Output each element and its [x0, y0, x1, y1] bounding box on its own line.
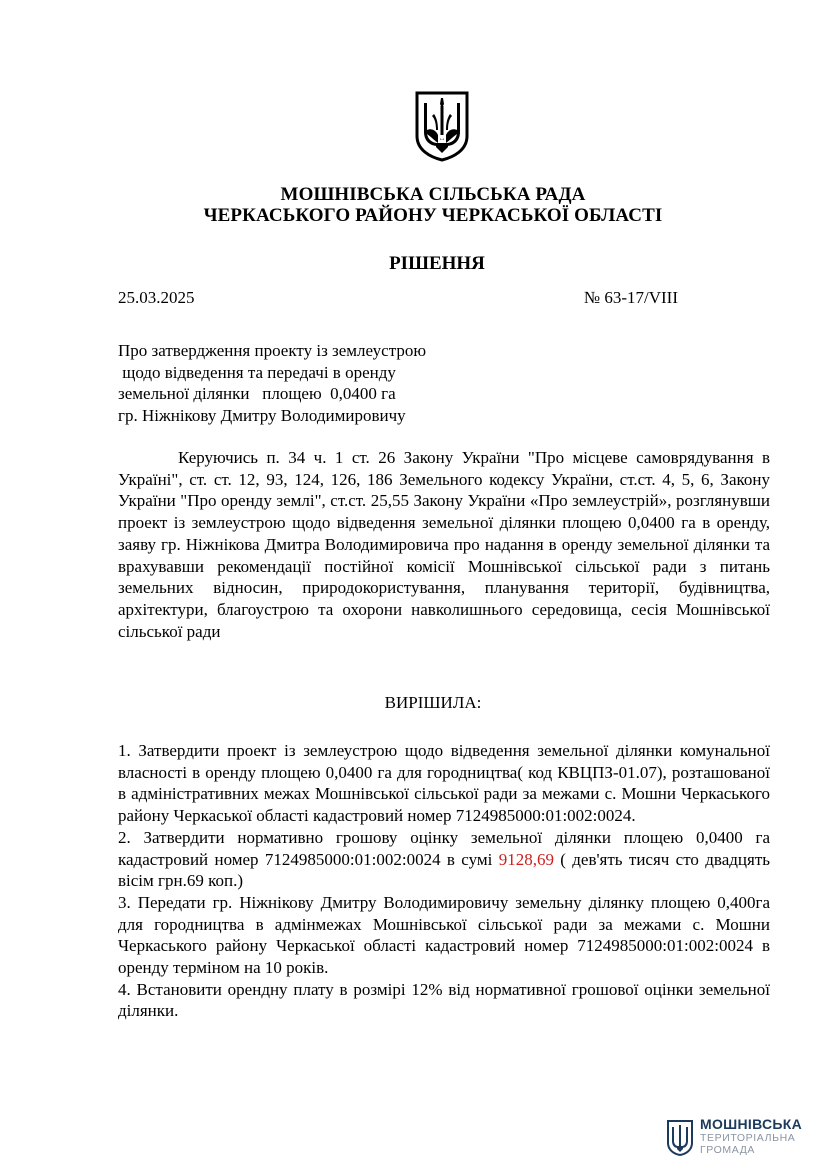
resolution-item-1: 1. Затвердити проект із землеустрою щодо відведення земельної ділянки комунальної власності в оренду площею 0,0400 га для городництва( код КВЦПЗ-01.07), розташованої в адміністративних межах Мошнівської сільської ради за межами с. Мошни Черкаського району Черкаської області кадастровий номер 7124985000:01:002:0024. — [118, 741, 770, 826]
subject-line: гр. Ніжнікову Дмитру Володимировичу — [118, 405, 406, 425]
item-2-text: 2. Затвердити нормативно грошову оцінку земельної ділянки площею 0,0400 га кадастровий номер 7124985000:01:002:0024 в сумі — [118, 827, 770, 869]
subject-line: щодо відведення та передачі в оренду — [118, 362, 396, 382]
resolution-item-3: 3. Передати гр. Ніжнікову Дмитру Володимировичу земельну ділянку площею 0,400га для городництва в адмінмежах Мошнівської сільської ради за межами с. Мошни Черкаського району Черкаської області кадастровий номер 7124985000:01:002:0024 в оренду терміном на 10 років. — [118, 892, 770, 978]
resolution-item-4: 4. Встановити орендну плату в розмірі 12% від нормативної грошової оцінки земельної ділянки. — [118, 979, 770, 1021]
logo-wordmark — [700, 1117, 802, 1156]
council-region: ЧЕРКАСЬКОГО РАЙОНУ ЧЕРКАСЬКОЇ ОБЛАСТІ — [203, 205, 663, 226]
logo-title: МОШНІВСЬКА — [700, 1116, 803, 1132]
resolved-heading: ВИРІШИЛА: — [384, 693, 482, 712]
document-title: РІШЕННЯ — [389, 253, 485, 274]
community-logo — [666, 1115, 806, 1161]
trident-logo-icon — [666, 1119, 694, 1157]
logo-subtitle: ГРОМАДА — [700, 1144, 756, 1156]
logo-subtitle: ТЕРИТОРІАЛЬНА — [700, 1132, 796, 1144]
preamble-paragraph: Керуючись п. 34 ч. 1 ст. 26 Закону України "Про місцеве самоврядування в Україні", ст. ст. 12, 93, 124, 126, 186 Земельного кодексу України, ст.ст. 4, 5, 6, Закону України "Про оренду землі", ст.ст. 25,55 Закону України «Про землеустрій», розглянувши проект із землеустрою щодо відведення земельної ділянки площею 0,0400 га в оренду, заяву гр. Ніжнікова Дмитра Володимировича про надання в оренду земельної ділянки та врахувавши рекомендації постійної комісії Мошнівської сільської ради з питань земельних відносин, природокористування, планування території, будівництва, архітектури, благоустрою та охорони навколишнього середовища, сесія Мошнівської сільської ради — [118, 448, 770, 641]
valuation-amount: 9128,69 — [498, 849, 554, 869]
decision-subject — [118, 340, 426, 426]
resolution-item-2 — [118, 827, 770, 892]
decision-date: 25.03.2025 — [118, 288, 195, 307]
subject-line: Про затвердження проекту із землеустрою — [118, 341, 427, 360]
trident-coat-of-arms-icon — [414, 90, 470, 162]
item-2-amount-words: ( дев'ять тисяч сто двадцять вісім грн.69 коп.) — [118, 849, 771, 891]
subject-line: земельної ділянки площею 0,0400 га — [118, 384, 396, 403]
decision-number: № 63-17/VIII — [583, 288, 678, 307]
council-name: МОШНІВСЬКА СІЛЬСЬКА РАДА — [280, 184, 586, 205]
resolution-items — [118, 740, 770, 1022]
